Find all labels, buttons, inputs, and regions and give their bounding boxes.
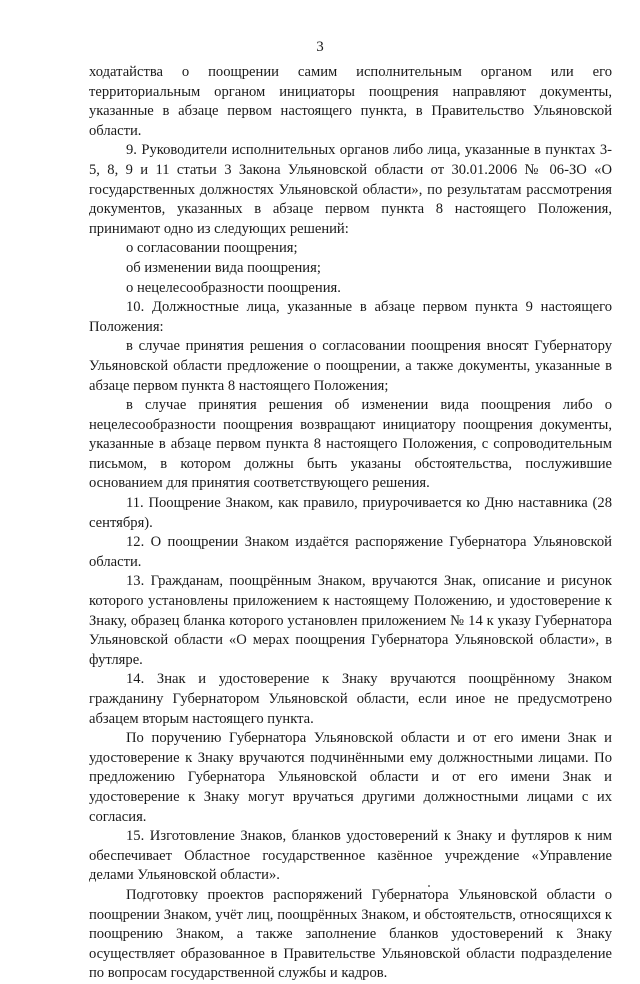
scan-artifact [428, 885, 430, 887]
paragraph-item-10-approve: в случае принятия решения о согласовании поощрения вносят Губернатору Ульяновской области предложение о поощрении, а также документы, указанные в абзаце первом пункта 8 настоящего Положения; [89, 338, 612, 394]
paragraph-decision-reject: о нецелесообразности поощрения. [126, 279, 341, 296]
page-number: 3 [316, 39, 324, 55]
paragraph-item-14: 14. Знак и удостоверение к Знаку вручаются поощрённому Знаком гражданину Губернатором Ульяновской области, если иное не предусмотрено абзацем вторым настоящего пункта. [89, 671, 612, 727]
paragraph-item-14-delegation: По поручению Губернатора Ульяновской области и от его имени Знак и удостоверение к Знаку вручаются подчинёнными ему должностными лицами. По предложению Губернатора Ульяновской области и от его имени Знак и удостоверение к Знаку могут вручаться другими должностными лицами с их согласия. [89, 730, 612, 825]
paragraph-item-15-preparation: Подготовку проектов распоряжений Губернатора Ульяновской области о поощрении Знаком, учёт лиц, поощрённых Знаком, и обстоятельств, относящихся к поощрению Знаком, а также заполнение бланков удостоверений к Знаку осуществляет образованное в Правительстве Ульяновской области подразделение по вопросам государственной службы и кадров. [89, 886, 612, 982]
paragraph-item-12: 12. О поощрении Знаком издаётся распоряжение Губернатора Ульяновской области. [89, 534, 612, 570]
paragraph-item-15: 15. Изготовление Знаков, бланков удостоверений к Знаку и футляров к ним обеспечивает Областное государственное казённое учреждение «Управление делами Ульяновской области». [89, 828, 612, 884]
paragraph-decision-change: об изменении вида поощрения; [126, 259, 321, 276]
paragraph-continuation: ходатайства о поощрении самим исполнительным органом или его территориальным органом инициаторы поощрения направляют документы, указанные в абзаце первом настоящего пункта, в Правительство Ульяновской области. [89, 64, 612, 139]
paragraph-item-10: 10. Должностные лица, указанные в абзаце первом пункта 9 настоящего Положения: [89, 299, 612, 335]
document-body [89, 63, 612, 984]
paragraph-decision-approve: о согласовании поощрения; [126, 240, 298, 257]
paragraph-item-9: 9. Руководители исполнительных органов либо лица, указанные в пунктах 3-5, 8, 9 и 11 статьи 3 Закона Ульяновской области от 30.01.2006 № 06-ЗО «О государственных должностях Ульяновской области», по результатам рассмотрения документов, указанных в абзаце первом пункта 8 настоящего Положения, принимают одно из следующих решений: [89, 142, 612, 237]
paragraph-item-10-return: в случае принятия решения об изменении вида поощрения либо о нецелесообразности поощрения возвращают инициатору поощрения документы, указанные в абзаце первом пункта 8 настоящего Положения, с сопроводительным письмом, в котором должны быть указаны обстоятельства, послужившие основанием для принятия соответствующего решения. [89, 397, 612, 492]
paragraph-item-11: 11. Поощрение Знаком, как правило, приурочивается ко Дню наставника (28 сентября). [89, 495, 612, 531]
paragraph-item-13: 13. Гражданам, поощрённым Знаком, вручаются Знак, описание и рисунок которого установлены приложением к настоящему Положению, и удостоверение к Знаку, образец бланка которого установлен приложением № 14 к указу Губернатора Ульяновской области «О мерах поощрения Губернатора Ульяновской области», в футляре. [89, 573, 612, 668]
